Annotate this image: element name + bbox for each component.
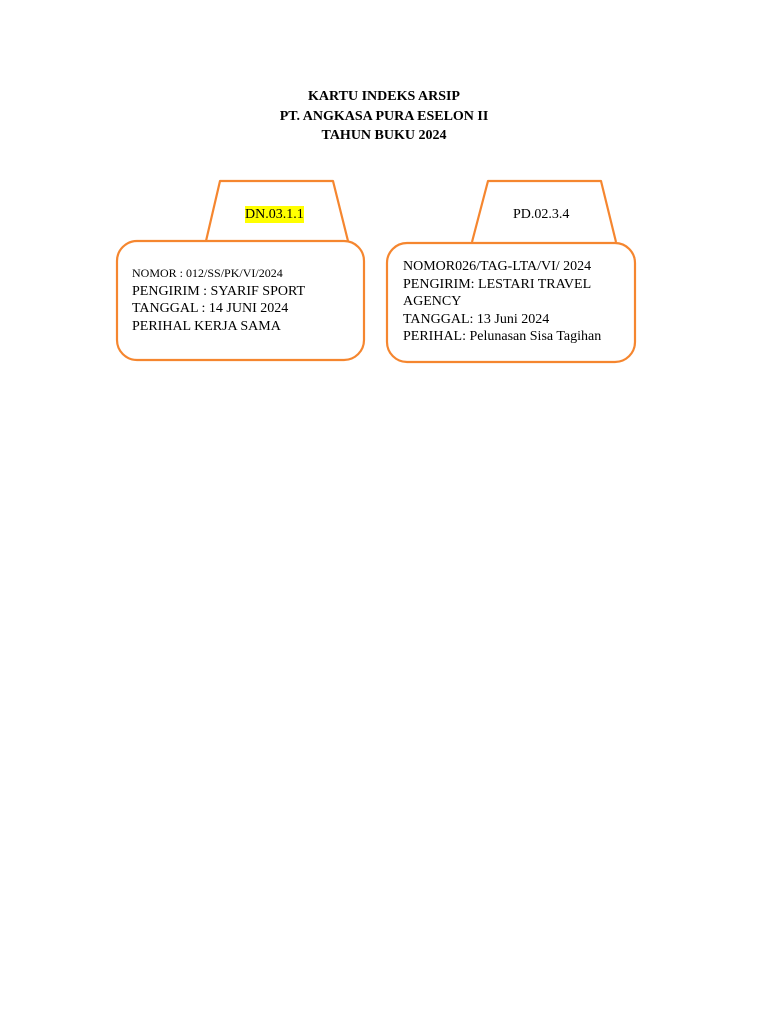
card-2-perihal: PERIHAL: Pelunasan Sisa Tagihan (403, 329, 602, 344)
card-1-body (132, 265, 305, 335)
card-1-tanggal: TANGGAL : 14 JUNI 2024 (132, 301, 289, 316)
document-header (0, 87, 768, 146)
card-1-nomor: NOMOR : 012/SS/PK/VI/2024 (132, 266, 283, 280)
card-1-pengirim: PENGIRIM : SYARIF SPORT (132, 283, 306, 299)
card-1-tab-code: DN.03.1.1 (245, 207, 304, 222)
card-2-tanggal: TANGGAL: 13 Juni 2024 (403, 311, 550, 327)
card-2-pengirim-cont: AGENCY (403, 294, 462, 309)
header-year: TAHUN BUKU 2024 (321, 128, 447, 143)
card-2-nomor: NOMOR026/TAG-LTA/VI/ 2024 (403, 259, 592, 274)
card-2-tab-code: PD.02.3.4 (513, 207, 570, 222)
header-title: KARTU INDEKS ARSIP (308, 89, 460, 104)
card-2-pengirim: PENGIRIM: LESTARI TRAVEL (403, 276, 592, 292)
card-2-body (403, 258, 601, 346)
header-company: PT. ANGKASA PURA ESELON II (279, 108, 489, 124)
card-1-perihal: PERIHAL KERJA SAMA (132, 318, 281, 334)
